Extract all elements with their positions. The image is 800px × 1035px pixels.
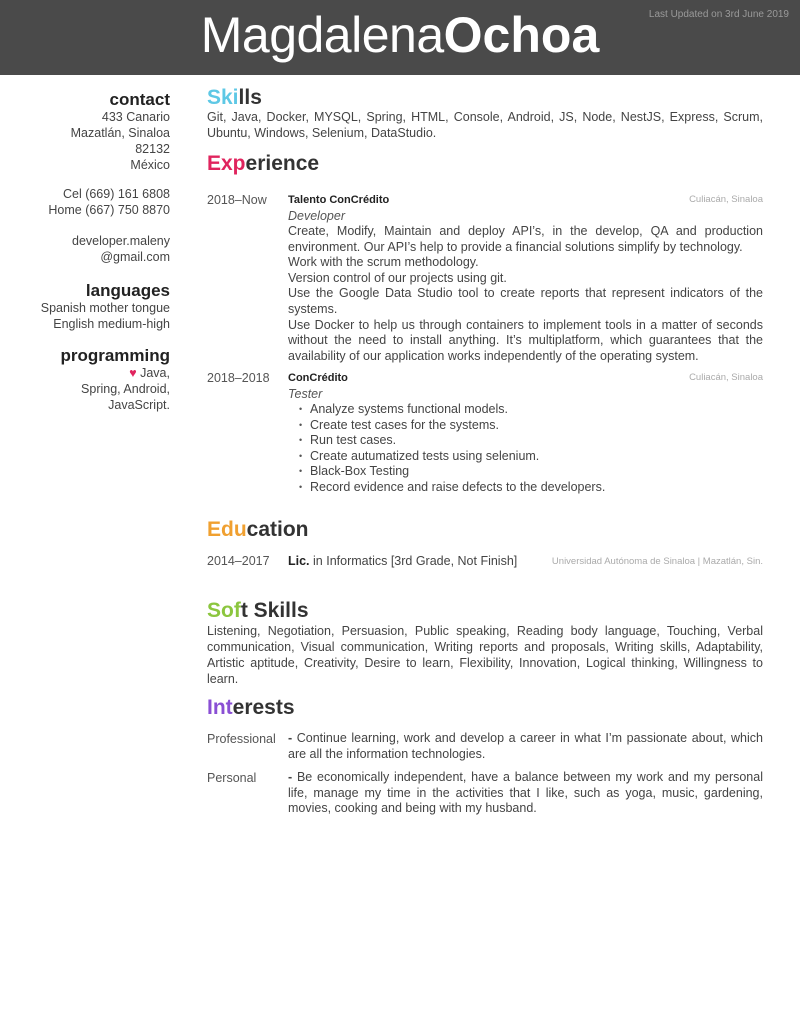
last-updated: Last Updated on 3rd June 2019 — [648, 9, 789, 20]
soft-skills-title-rest: t Skills — [240, 599, 309, 622]
job-1-org: Talento ConCrédito — [288, 194, 390, 206]
interest-professional-body: Continue learning, work and develop a career in what I’m passionate about, which are all the information technologies. — [288, 731, 763, 761]
job-1-role: Developer — [288, 209, 345, 223]
country: México — [130, 158, 170, 172]
job-2-org: ConCrédito — [288, 372, 348, 384]
interest-professional-label: Professional — [207, 732, 276, 746]
address-line-1: 433 Canario — [101, 110, 170, 124]
experience-title-rest: erience — [245, 152, 320, 175]
interests-title-rest: erests — [232, 696, 295, 719]
list-item: • Run test cases. — [310, 433, 605, 449]
programming-title: programming — [60, 346, 170, 365]
job-1-line-5: Use Docker to help us through containers to implement tools in a matter of seconds without the need to install anything. It’s multiplatform, which guarantees that the availability of our application works independently of the operating system. — [288, 317, 763, 363]
education-title — [207, 518, 309, 542]
sidebar-email — [0, 233, 170, 265]
contact-title: contact — [109, 90, 170, 109]
interest-personal-text — [288, 770, 763, 817]
education-title-rest: cation — [246, 518, 309, 541]
sidebar-languages — [0, 281, 170, 332]
languages-title: languages — [85, 281, 170, 300]
language-1: Spanish mother tongue — [40, 301, 170, 315]
job-2-dates: 2018–2018 — [207, 371, 270, 385]
job-2-role: Tester — [288, 387, 323, 401]
email-line-2: @gmail.com — [100, 250, 170, 264]
job-2-bullets — [310, 402, 605, 495]
list-item: • Create autumatized tests using selenium. — [310, 449, 605, 465]
sidebar-programming — [0, 346, 170, 413]
list-item: • Analyze systems functional models. — [310, 402, 605, 418]
soft-skills-title — [207, 599, 309, 623]
header-bar — [0, 0, 800, 75]
email-line-1: developer.maleny — [72, 234, 170, 248]
skills-title-highlight: Ski — [207, 86, 239, 109]
skills-title — [207, 86, 262, 110]
last-name: Ochoa — [443, 7, 600, 63]
interests-title — [207, 696, 295, 720]
sidebar-contact — [0, 90, 170, 173]
job-1-description — [288, 224, 763, 364]
programming-item-1: Java, — [140, 366, 170, 380]
experience-title — [207, 152, 319, 176]
education-school: Universidad Autónoma de Sinaloa | Mazatlán, Sin. — [551, 556, 763, 567]
programming-line-3: JavaScript. — [108, 398, 170, 412]
sidebar-phones — [0, 186, 170, 218]
interest-personal-label: Personal — [207, 771, 257, 785]
list-item: • Record evidence and raise defects to the developers. — [310, 480, 605, 496]
education-title-highlight: Edu — [207, 518, 247, 541]
degree-program: in Informatics [3rd Grade, Not Finish] — [309, 554, 518, 568]
interest-professional-text — [288, 731, 763, 762]
experience-title-highlight: Exp — [207, 152, 246, 175]
job-1-line-1: Create, Modify, Maintain and deploy API’s, in the develop, QA and production environment. Our API’s help to provide a financial solutions simplify by technology. — [288, 224, 763, 254]
job-1-location: Culiacán, Sinaloa — [689, 194, 763, 205]
home-phone: Home (667) 750 8870 — [48, 203, 170, 217]
soft-skills-title-highlight: Sof — [207, 599, 241, 622]
zip-code: 82132 — [135, 142, 170, 156]
list-item: • Black-Box Testing — [310, 464, 605, 480]
job-1-line-2: Work with the scrum methodology. — [288, 255, 479, 270]
programming-line-1 — [0, 365, 170, 381]
interest-personal-body: Be economically independent, have a balance between my work and my personal life, manage my time in the activities that I like, such as yoga, music, gardening, movies, cooking and being with my husband. — [288, 770, 763, 816]
job-2-location: Culiacán, Sinaloa — [689, 372, 763, 383]
skills-title-rest: lls — [238, 86, 262, 109]
job-1-dates: 2018–Now — [207, 193, 267, 207]
education-degree — [288, 553, 517, 569]
list-item: • Create test cases for the systems. — [310, 418, 605, 434]
first-name: Magdalena — [200, 7, 444, 63]
education-dates: 2014–2017 — [207, 554, 270, 568]
job-1-line-3: Version control of our projects using git. — [288, 270, 507, 285]
cel-phone: Cel (669) 161 6808 — [62, 187, 170, 201]
interests-title-highlight: Int — [207, 696, 233, 719]
interest-dash: - — [288, 770, 293, 784]
interest-dash: - — [288, 731, 293, 745]
skills-text: Git, Java, Docker, MYSQL, Spring, HTML, Console, Android, JS, Node, NestJS, Express, Scrum, Ubuntu, Windows, Selenium, DataStudio. — [207, 110, 763, 140]
address-line-2: Mazatlán, Sinaloa — [70, 126, 170, 140]
degree-abbrev: Lic. — [288, 554, 310, 568]
programming-line-2: Spring, Android, — [81, 382, 170, 396]
heart-icon: ♥ — [129, 366, 137, 380]
job-1-line-4: Use the Google Data Studio tool to create reports that represent indicators of the systems. — [288, 286, 763, 316]
soft-skills-text: Listening, Negotiation, Persuasion, Public speaking, Reading body language, Touching, Verbal communication, Visual communication, Writing reports and proposals, Writing skills, Adaptability, Artistic aptitude, Creativity, Desire to learn, Flexibility, Innovation, Logical thinking, Willingness to learn. — [207, 624, 763, 686]
language-2: English medium-high — [53, 317, 170, 331]
